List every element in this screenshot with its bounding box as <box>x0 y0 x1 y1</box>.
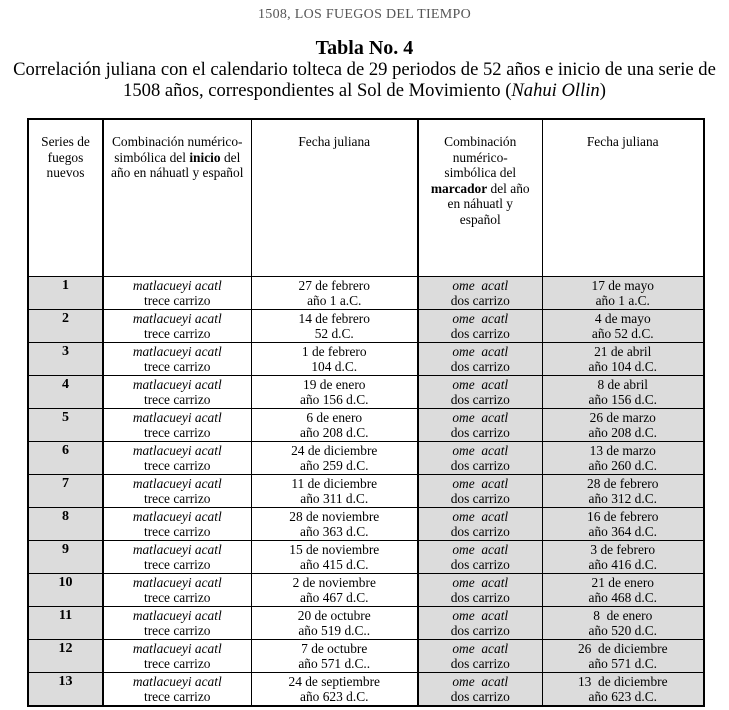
table-row <box>28 277 704 310</box>
julian-date-start: 27 de febrero año 1 a.C. <box>251 277 418 310</box>
julian-date-start: 7 de octubre año 571 d.C.. <box>251 640 418 673</box>
start-combination: matlacueyi acatl trece carrizo <box>103 508 251 541</box>
series-number: 3 <box>28 343 103 376</box>
series-number: 11 <box>28 607 103 640</box>
start-combination: matlacueyi acatl trece carrizo <box>103 310 251 343</box>
julian-date-marker: 26 de diciembre año 571 d.C. <box>542 640 704 673</box>
start-combination: matlacueyi acatl trece carrizo <box>103 277 251 310</box>
start-combination: matlacueyi acatl trece carrizo <box>103 673 251 707</box>
start-combination: matlacueyi acatl trece carrizo <box>103 640 251 673</box>
table-row <box>28 376 704 409</box>
marker-combination: ome acatl dos carrizo <box>418 673 542 707</box>
table-row <box>28 640 704 673</box>
julian-date-marker: 26 de marzo año 208 d.C. <box>542 409 704 442</box>
marker-combination: ome acatl dos carrizo <box>418 541 542 574</box>
marker-combination: ome acatl dos carrizo <box>418 442 542 475</box>
caption-italic: Nahui Ollin <box>511 80 600 101</box>
series-number: 12 <box>28 640 103 673</box>
series-number: 2 <box>28 310 103 343</box>
marker-combination: ome acatl dos carrizo <box>418 640 542 673</box>
start-combination: matlacueyi acatl trece carrizo <box>103 541 251 574</box>
julian-date-marker: 8 de abril año 156 d.C. <box>542 376 704 409</box>
caption-text: Correlación juliana con el calendario tolteca de 29 periodos de 52 años e inicio de una serie de 1508 años, correspondientes al Sol de Movimiento ( <box>13 59 716 101</box>
julian-date-start: 6 de enero año 208 d.C. <box>251 409 418 442</box>
julian-date-marker: 4 de mayo año 52 d.C. <box>542 310 704 343</box>
marker-combination: ome acatl dos carrizo <box>418 409 542 442</box>
series-number: 9 <box>28 541 103 574</box>
marker-combination: ome acatl dos carrizo <box>418 607 542 640</box>
header-start-combination: Combinación numérico-simbólica del inicio del año en náhuatl y español <box>103 119 251 277</box>
table-body <box>28 277 704 707</box>
table-row <box>28 541 704 574</box>
julian-date-marker: 21 de abril año 104 d.C. <box>542 343 704 376</box>
julian-date-start: 20 de octubre año 519 d.C.. <box>251 607 418 640</box>
julian-date-marker: 21 de enero año 468 d.C. <box>542 574 704 607</box>
header-marker-combination: Combinación numérico-simbólica del marcador del año en náhuatl y español <box>418 119 542 277</box>
table-row <box>28 574 704 607</box>
table-row <box>28 673 704 707</box>
marker-combination: ome acatl dos carrizo <box>418 376 542 409</box>
julian-date-marker: 17 de mayo año 1 a.C. <box>542 277 704 310</box>
series-number: 1 <box>28 277 103 310</box>
marker-combination: ome acatl dos carrizo <box>418 475 542 508</box>
running-head: 1508, LOS FUEGOS DEL TIEMPO <box>257 7 472 22</box>
marker-combination: ome acatl dos carrizo <box>418 574 542 607</box>
start-combination: matlacueyi acatl trece carrizo <box>103 442 251 475</box>
julian-date-start: 19 de enero año 156 d.C. <box>251 376 418 409</box>
series-number: 6 <box>28 442 103 475</box>
julian-date-marker: 8 de enero año 520 d.C. <box>542 607 704 640</box>
julian-date-marker: 13 de diciembre año 623 d.C. <box>542 673 704 707</box>
table-row <box>28 343 704 376</box>
table-row <box>28 310 704 343</box>
julian-date-start: 24 de diciembre año 259 d.C. <box>251 442 418 475</box>
table-row <box>28 508 704 541</box>
header-julian-date-1: Fecha juliana <box>251 119 418 277</box>
julian-date-start: 1 de febrero 104 d.C. <box>251 343 418 376</box>
julian-date-marker: 13 de marzo año 260 d.C. <box>542 442 704 475</box>
julian-date-marker: 16 de febrero año 364 d.C. <box>542 508 704 541</box>
correlation-table <box>27 118 705 707</box>
start-combination: matlacueyi acatl trece carrizo <box>103 376 251 409</box>
table-row <box>28 442 704 475</box>
julian-date-start: 15 de noviembre año 415 d.C. <box>251 541 418 574</box>
series-number: 13 <box>28 673 103 707</box>
title-block <box>0 37 729 101</box>
series-number: 7 <box>28 475 103 508</box>
start-combination: matlacueyi acatl trece carrizo <box>103 343 251 376</box>
series-number: 5 <box>28 409 103 442</box>
table-row <box>28 409 704 442</box>
marker-combination: ome acatl dos carrizo <box>418 310 542 343</box>
series-number: 8 <box>28 508 103 541</box>
header-julian-date-2: Fecha juliana <box>542 119 704 277</box>
header-row <box>28 119 704 277</box>
julian-date-start: 14 de febrero 52 d.C. <box>251 310 418 343</box>
julian-date-start: 2 de noviembre año 467 d.C. <box>251 574 418 607</box>
series-number: 10 <box>28 574 103 607</box>
header-series: Series de fuegos nuevos <box>28 119 103 277</box>
table-row <box>28 607 704 640</box>
julian-date-marker: 28 de febrero año 312 d.C. <box>542 475 704 508</box>
julian-date-marker: 3 de febrero año 416 d.C. <box>542 541 704 574</box>
start-combination: matlacueyi acatl trece carrizo <box>103 607 251 640</box>
marker-combination: ome acatl dos carrizo <box>418 343 542 376</box>
julian-date-start: 28 de noviembre año 363 d.C. <box>251 508 418 541</box>
marker-combination: ome acatl dos carrizo <box>418 508 542 541</box>
julian-date-start: 11 de diciembre año 311 d.C. <box>251 475 418 508</box>
series-number: 4 <box>28 376 103 409</box>
marker-combination: ome acatl dos carrizo <box>418 277 542 310</box>
start-combination: matlacueyi acatl trece carrizo <box>103 574 251 607</box>
julian-date-start: 24 de septiembre año 623 d.C. <box>251 673 418 707</box>
start-combination: matlacueyi acatl trece carrizo <box>103 409 251 442</box>
table-row <box>28 475 704 508</box>
caption-end: ) <box>599 80 606 101</box>
table-title: Tabla No. 4 <box>315 37 414 59</box>
table-caption <box>0 59 729 101</box>
start-combination: matlacueyi acatl trece carrizo <box>103 475 251 508</box>
